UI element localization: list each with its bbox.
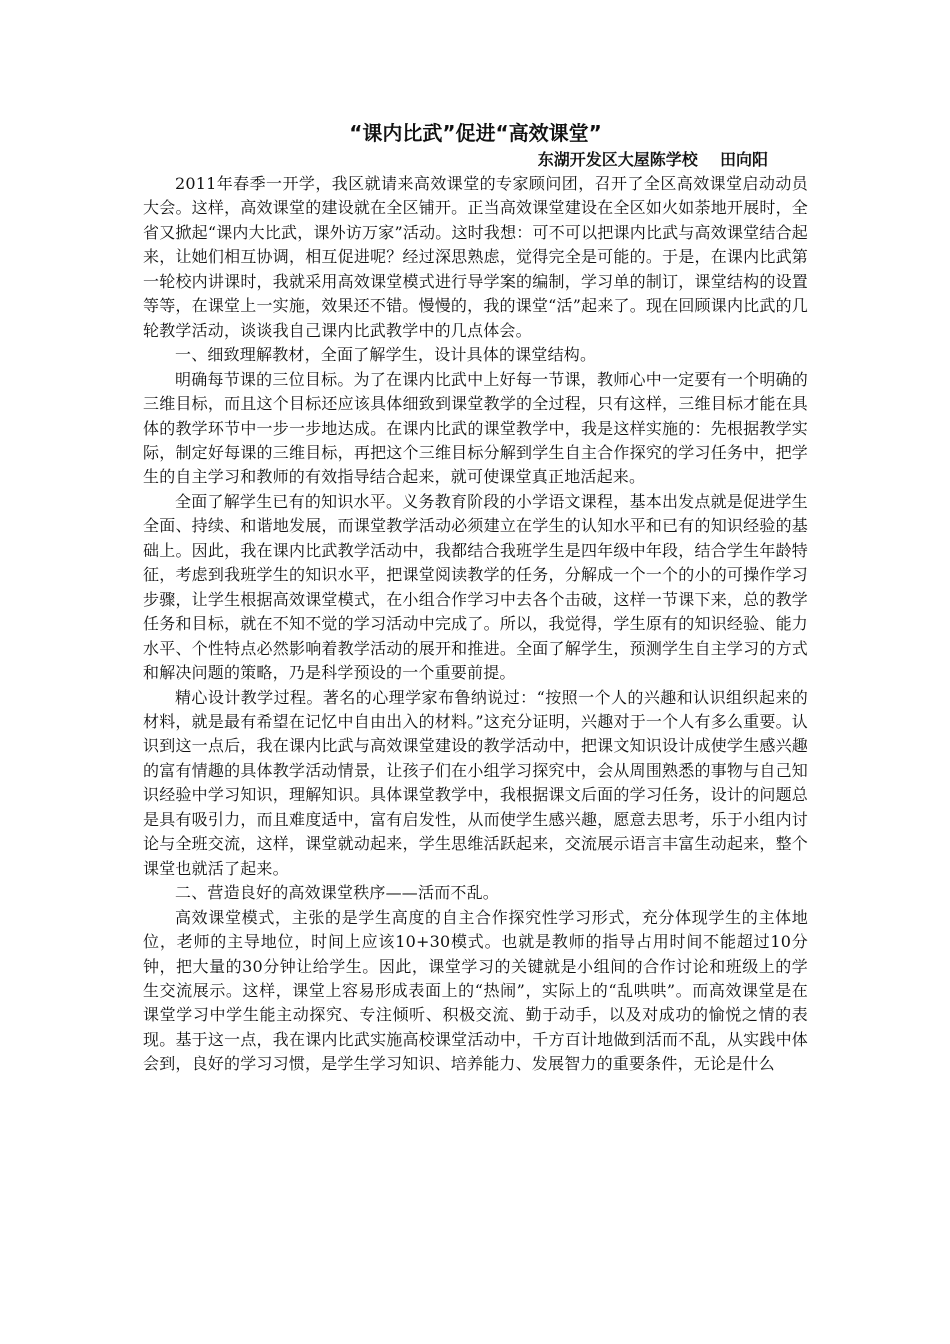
document-title: “课内比武”促进“高效课堂”: [349, 121, 602, 145]
document-page: [143, 118, 808, 1077]
section-heading: 一、细致理解教材，全面了解学生，设计具体的课堂结构。: [175, 345, 597, 365]
paragraph: 高效课堂模式，主张的是学生高度的自主合作探究性学习形式，充分体现学生的主体地位，老师的主导地位，时间上应该10+30模式。也就是教师的指导占用时间不能超过10分钟，把大量的30分钟让给学生。因此，课堂学习的关键就是小组间的合作讨论和班级上的学生交流展示。这样，课堂上容易形成表面上的“热闹”，实际上的“乱哄哄”。而高效课堂是在课堂学习中学生能主动探究、专注倾听、积极交流、勤于动手，以及对成功的愉悦之情的表现。基于这一点，我在课内比武实施高校课堂活动中，千方百计地做到活而不乱，从实践中体会到，良好的学习习惯，是学生学习知识、培养能力、发展智力的重要条件，无论是什么: [143, 907, 808, 1074]
section-heading: 二、营造良好的高效课堂秩序——活而不乱。: [175, 883, 500, 903]
paragraph: 2011年春季一开学，我区就请来高效课堂的专家顾问团，召开了全区高效课堂启动动员大会。这样，高效课堂的建设就在全区铺开。正当高效课堂建设在全区如火如荼地开展时，全省又掀起“课内大比武，课外访万家”活动。这时我想：可不可以把课内比武与高效课堂结合起来，让她们相互协调，相互促进呢？经过深思熟虑，觉得完全是可能的。于是，在课内比武第一轮校内讲课时，我就采用高效课堂模式进行导学案的编制，学习单的制订，课堂结构的设置等等，在课堂上一实施，效果还不错。慢慢的，我的课堂“活”起来了。现在回顾课内比武的几轮教学活动，谈谈我自己课内比武教学中的几点体会。: [143, 174, 808, 340]
author-byline: 东湖开发区大屋陈学校 田向阳: [537, 150, 768, 169]
paragraph: 精心设计教学过程。著名的心理学家布鲁纳说过：“按照一个人的兴趣和认识组织起来的材料，就是最有希望在记忆中自由出入的材料。”这充分证明，兴趣对于一个人有多么重要。认识到这一点后，我在课内比武与高效课堂建设的教学活动中，把课文知识设计成使学生感兴趣的富有情趣的具体教学活动情景，让孩子们在小组学习探究中，会从周围熟悉的事物与自己知识经验中学习知识，理解知识。具体课堂教学中，我根据课文后面的学习任务，设计的问题总是具有吸引力，而且难度适中，富有启发性，从而使学生感兴趣，愿意去思考，乐于小组内讨论与全班交流，这样，课堂就动起来，学生思维活跃起来，交流展示语言丰富生动起来，整个课堂也就活了起来。: [143, 687, 808, 878]
paragraph: 全面了解学生已有的知识水平。义务教育阶段的小学语文课程，基本出发点就是促进学生全面、持续、和谐地发展，而课堂教学活动必须建立在学生的认知水平和已有的知识经验的基础上。因此，我在课内比武教学活动中，我都结合我班学生是四年级中年段，结合学生年龄特征，考虑到我班学生的知识水平，把课堂阅读教学的任务，分解成一个一个的小的可操作学习步骤，让学生根据高效课堂模式，在小组合作学习中去各个击破，这样一节课下来，总的教学任务和目标，就在不知不觉的学习活动中完成了。所以，我觉得，学生原有的知识经验、能力水平、个性特点必然影响着教学活动的展开和推进。全面了解学生，预测学生自主学习的方式和解决问题的策略，乃是科学预设的一个重要前提。: [143, 491, 808, 683]
paragraph: 明确每节课的三位目标。为了在课内比武中上好每一节课，教师心中一定要有一个明确的三维目标，而且这个目标还应该具体细致到课堂教学的全过程，只有这样，三维目标才能在具体的教学环节中一步一步地达成。在课内比武的课堂教学中，我是这样实施的：先根据教学实际，制定好每课的三维目标，再把这个三维目标分解到学生自主合作探究的学习任务中，把学生的自主学习和教师的有效指导结合起来，就可使课堂真正地活起来。: [143, 369, 808, 487]
